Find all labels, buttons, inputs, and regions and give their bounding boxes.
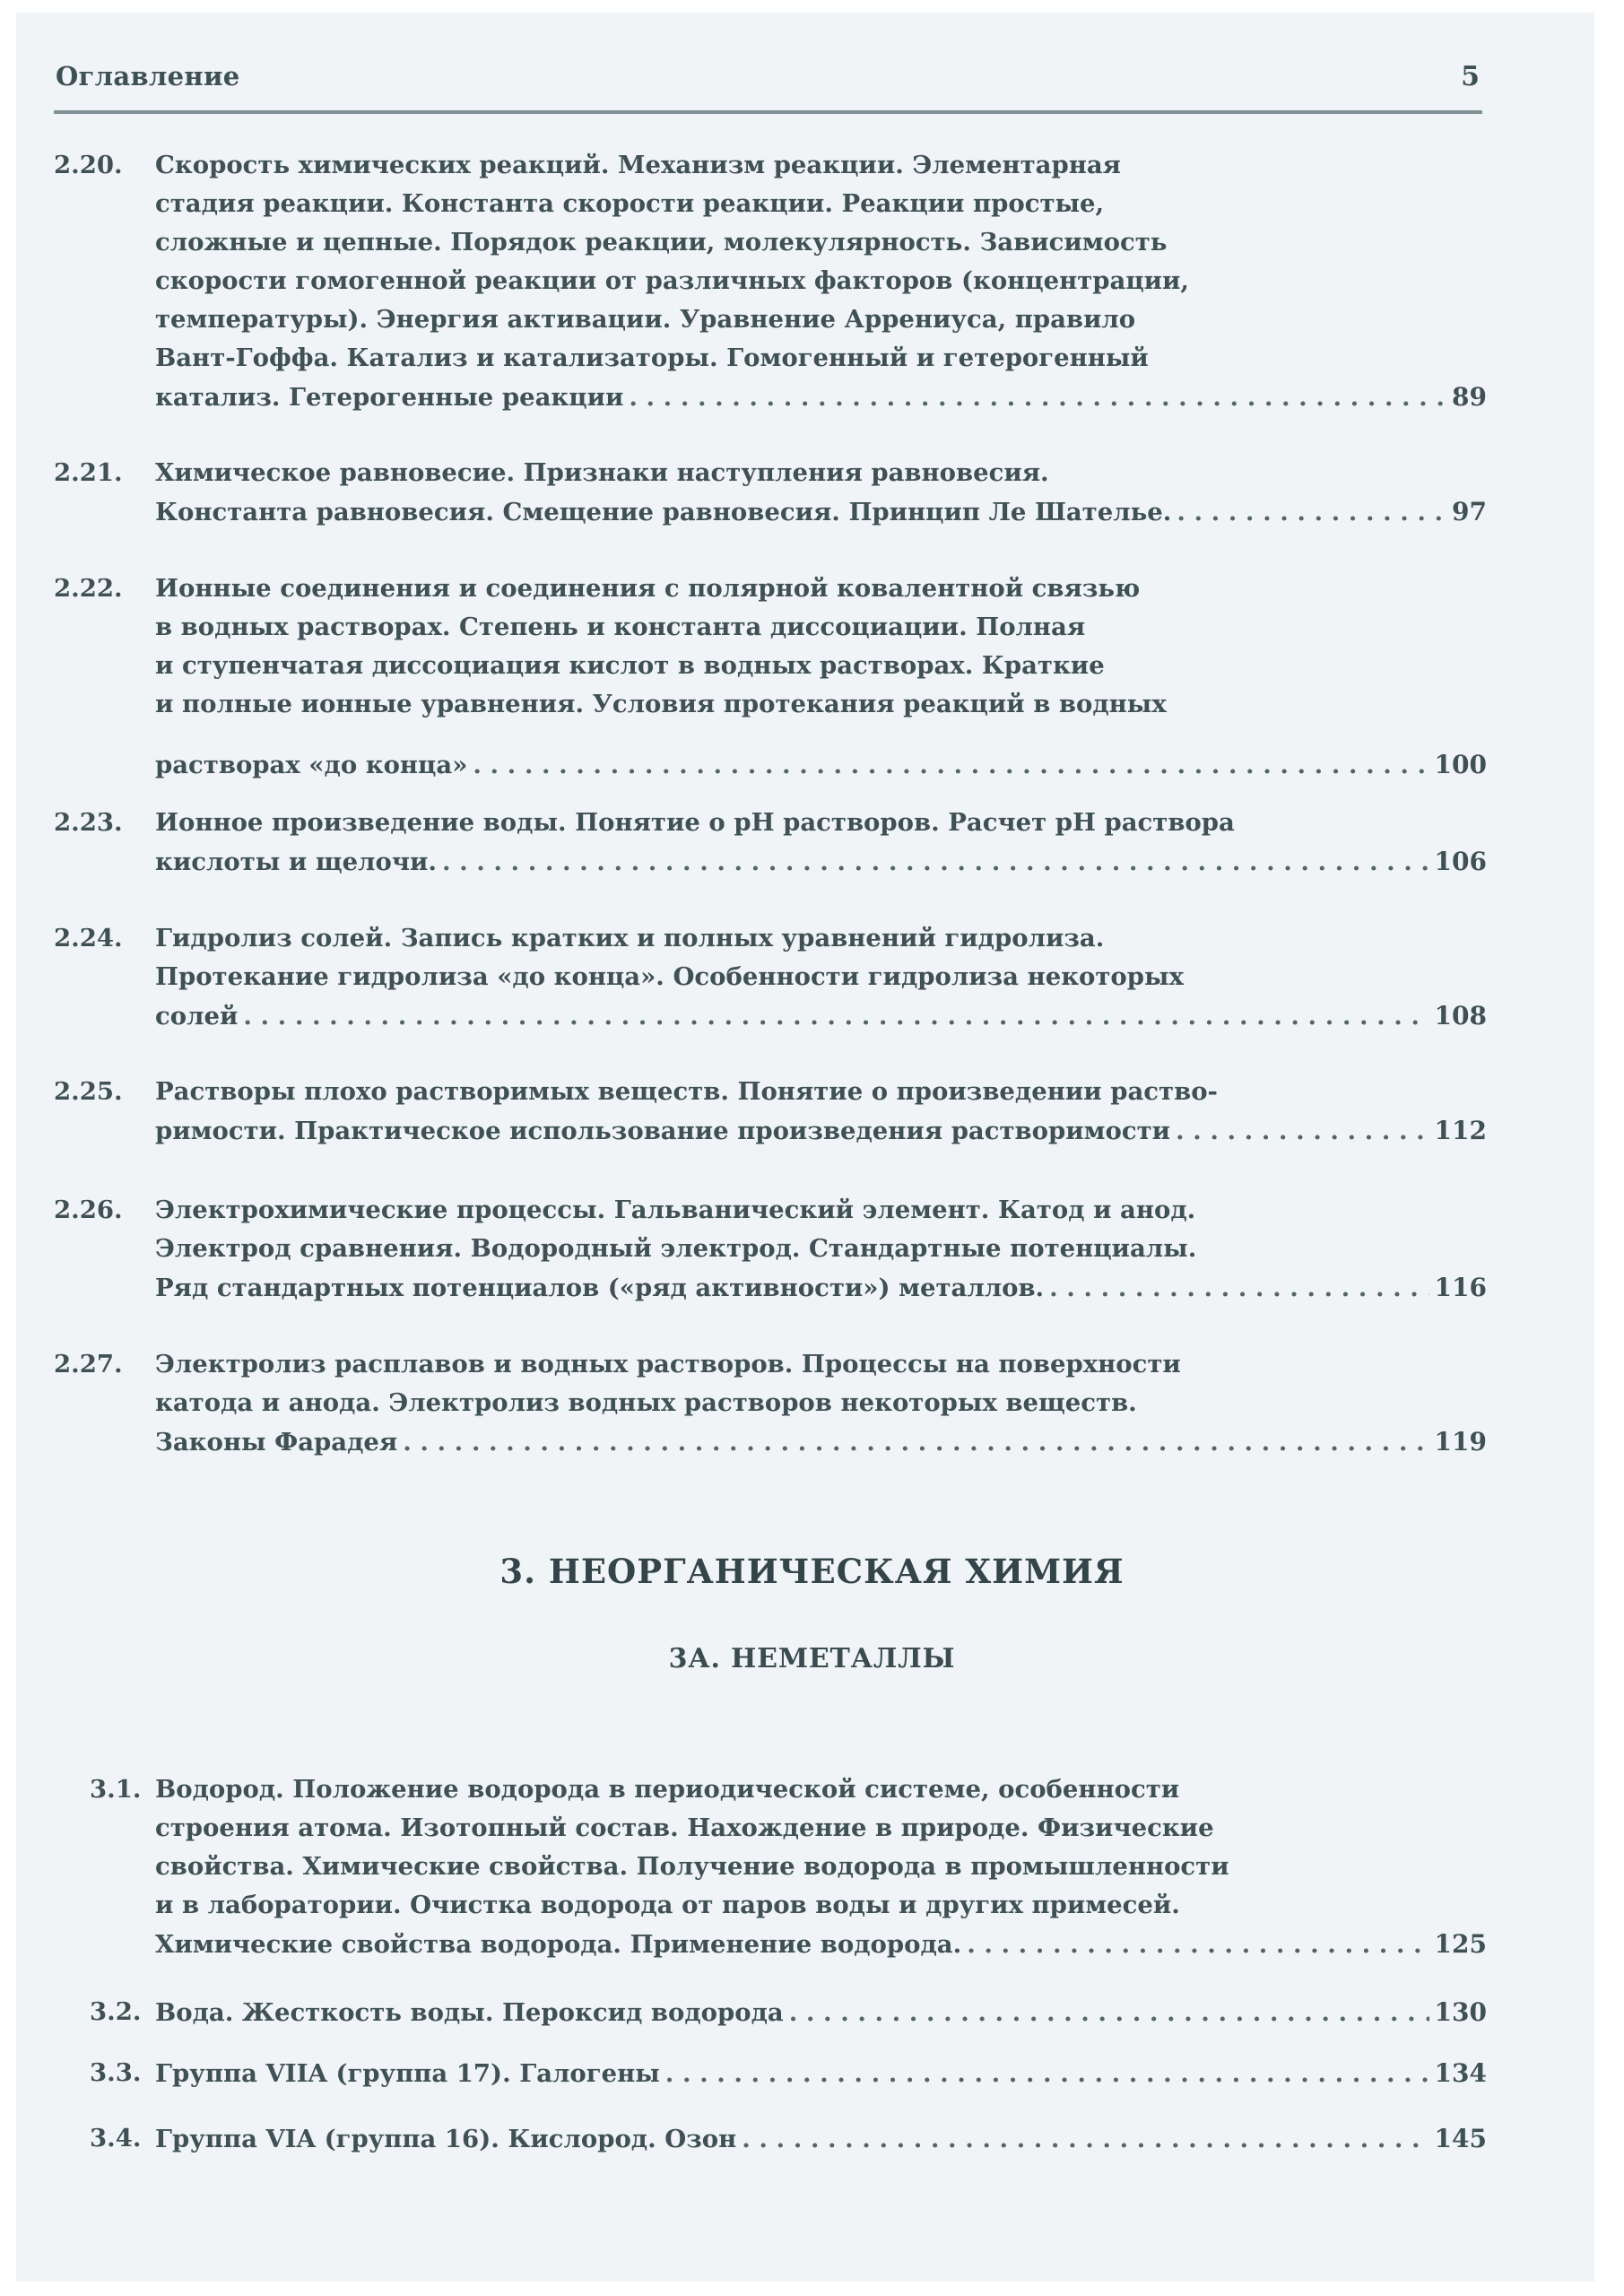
dot-leader xyxy=(473,746,1429,785)
entry-last-line xyxy=(155,2054,1487,2093)
entry-page-number: 100 xyxy=(1434,750,1487,779)
entry-text-end: Законы Фарадея xyxy=(155,1428,398,1457)
entry-number: 2.25. xyxy=(54,1077,123,1106)
entry-text-end: кислоты и щелочи. xyxy=(155,848,437,876)
entry-page-number: 116 xyxy=(1434,1273,1487,1302)
running-header xyxy=(56,61,1480,113)
entry-number: 3.3. xyxy=(90,2058,142,2087)
entry-last-line xyxy=(155,492,1487,532)
entry-page-number: 97 xyxy=(1452,497,1487,526)
entry-number: 2.20. xyxy=(54,151,123,179)
dot-leader xyxy=(1176,1112,1429,1151)
header-title: Оглавление xyxy=(56,61,240,91)
entry-last-line xyxy=(155,1268,1487,1308)
entry-number: 2.26. xyxy=(54,1196,123,1224)
dot-leader xyxy=(789,1994,1429,2032)
entry-page-number: 134 xyxy=(1434,2058,1487,2088)
entry-number: 3.4. xyxy=(90,2124,142,2152)
entry-text-end: растворах «до конца» xyxy=(155,751,468,779)
entry-text-end: Ряд стандартных потенциалов («ряд активности») металлов. xyxy=(155,1274,1045,1302)
dot-leader xyxy=(967,1926,1429,1964)
entry-last-line xyxy=(155,378,1487,417)
entry-page-number: 145 xyxy=(1434,2124,1487,2153)
entry-last-line xyxy=(155,2119,1487,2159)
entry-text-end: солей xyxy=(155,1002,239,1031)
entry-text-end: Вода. Жесткость воды. Пероксид водорода xyxy=(155,1998,784,2027)
entry-last-line xyxy=(155,745,1487,785)
entry-last-line xyxy=(155,842,1487,882)
entry-last-line xyxy=(155,1993,1487,2032)
dot-leader xyxy=(665,2055,1429,2093)
entry-number: 3.2. xyxy=(90,1997,142,2026)
dot-leader xyxy=(442,843,1429,882)
entry-number: 3.1. xyxy=(90,1775,142,1804)
entry-page-number: 89 xyxy=(1452,382,1487,412)
entry-number: 2.27. xyxy=(54,1350,123,1378)
dot-leader xyxy=(1049,1269,1429,1308)
dot-leader xyxy=(629,378,1446,417)
entry-page-number: 108 xyxy=(1434,1001,1487,1031)
entry-text: Ионное произведение воды. Понятие о pH растворов. Расчет pH раствора xyxy=(155,808,1235,837)
entry-text: Скорость химических реакций. Механизм реакции. Элементарная стадия реакции. Константа скорости реакции. Реакции простые, сложные и цепные. Порядок реакции, молекулярность. Зависимость скорости гомогенной реакции от различных факторов (концентрации, температуры). Энергия активации. Уравнение Аррениуса, правило Вант-Гоффа. Катализ и катализаторы. Гомогенный и гетерогенный xyxy=(155,151,1189,372)
entry-page-number: 125 xyxy=(1434,1929,1487,1959)
entry-last-line xyxy=(155,1111,1487,1151)
entry-text: Ионные соединения и соединения с полярной ковалентной связью в водных растворах. Степень и константа диссоциации. Полная и ступенчатая диссоциация кислот в водных растворах. Краткие и полные ионные уравнения. Условия протекания реакций в водных xyxy=(155,574,1167,718)
entry-text: Водород. Положение водорода в периодической системе, особенности строения атома. Изотопный состав. Нахождение в природе. Физические свойства. Химические свойства. Получение водорода в промышленности и в лаборатории. Очистка водорода от паров воды и других примесей. xyxy=(155,1775,1229,1919)
entry-text-end: римости. Практическое использование произведения растворимости xyxy=(155,1117,1171,1145)
entry-last-line xyxy=(155,1422,1487,1462)
entry-page-number: 119 xyxy=(1434,1427,1487,1457)
dot-leader xyxy=(742,2120,1429,2159)
dot-leader xyxy=(243,997,1429,1036)
entry-number: 2.23. xyxy=(54,808,123,837)
entry-number: 2.22. xyxy=(54,574,123,603)
entry-text: Химическое равновесие. Признаки наступления равновесия. xyxy=(155,458,1049,487)
entry-text-end: катализ. Гетерогенные реакции xyxy=(155,383,624,412)
entry-number: 2.21. xyxy=(54,458,123,487)
header-rule xyxy=(54,110,1482,114)
entry-text-end: Группа VIA (группа 16). Кислород. Озон xyxy=(155,2125,737,2153)
entry-text-end: Химические свойства водорода. Применение водорода. xyxy=(155,1930,962,1959)
section-title: 3. НЕОРГАНИЧЕСКАЯ ХИМИЯ xyxy=(499,1552,1125,1591)
entry-number: 2.24. xyxy=(54,924,123,952)
entry-last-line xyxy=(155,996,1487,1036)
entry-page-number: 130 xyxy=(1434,1997,1487,2027)
entry-last-line xyxy=(155,1925,1487,1964)
entry-text-end: Константа равновесия. Смещение равновесия. Принцип Ле Шателье. xyxy=(155,498,1172,526)
entry-text: Растворы плохо растворимых веществ. Понятие о произведении раство- xyxy=(155,1077,1218,1106)
entry-text-end: Группа VIIA (группа 17). Галогены xyxy=(155,2059,660,2088)
header-page-number: 5 xyxy=(1461,61,1480,92)
subsection-title: 3А. НЕМЕТАЛЛЫ xyxy=(668,1643,956,1674)
dot-leader xyxy=(1177,493,1446,532)
entry-text: Электролиз расплавов и водных растворов. Процессы на поверхности катода и анода. Электролиз водных растворов некоторых веществ. xyxy=(155,1350,1181,1417)
entry-text: Гидролиз солей. Запись кратких и полных уравнений гидролиза. Протекание гидролиза «до конца». Особенности гидролиза некоторых xyxy=(155,924,1184,991)
dot-leader xyxy=(403,1423,1429,1462)
entry-text: Электрохимические процессы. Гальванический элемент. Катод и анод. Электрод сравнения. Водородный электрод. Стандартные потенциалы. xyxy=(155,1196,1197,1263)
entry-page-number: 106 xyxy=(1434,847,1487,876)
entry-page-number: 112 xyxy=(1434,1116,1487,1145)
